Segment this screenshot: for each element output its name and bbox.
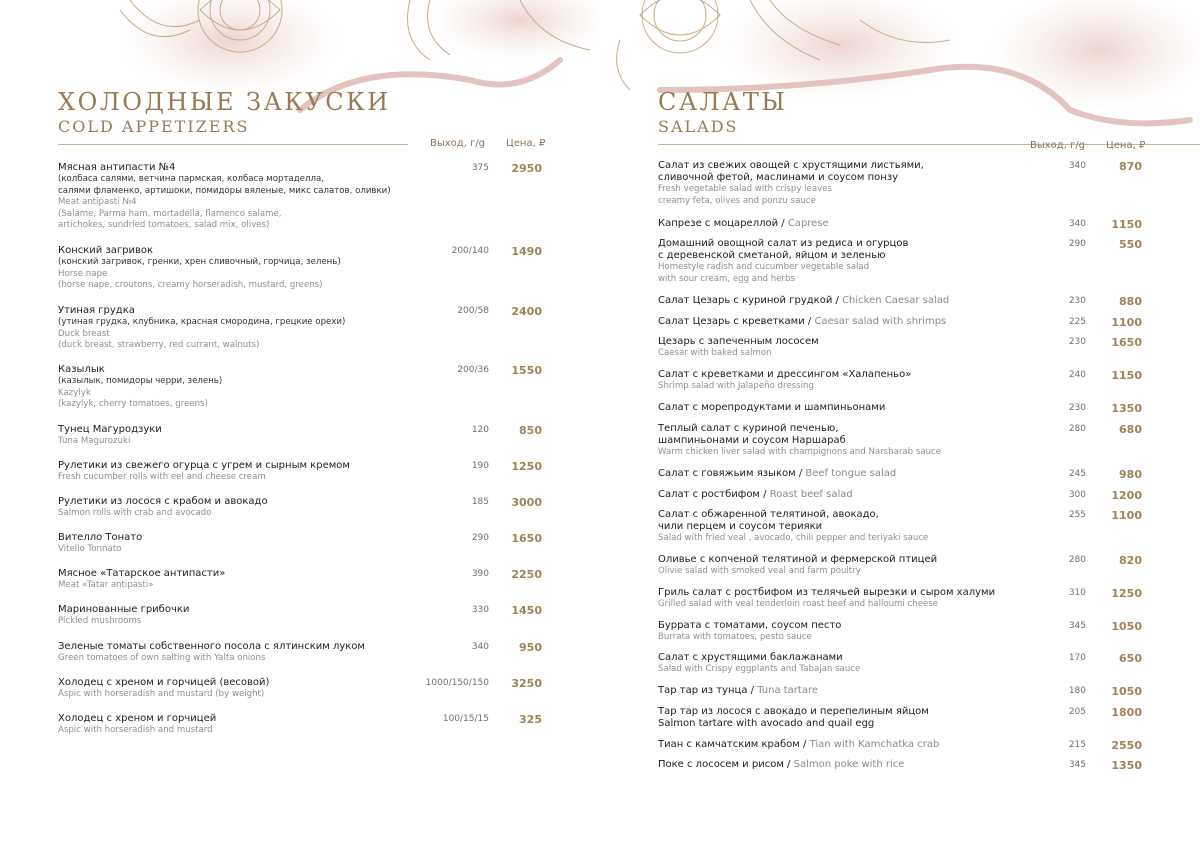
item-price: 1200 <box>1111 489 1142 502</box>
item-name: Салат из свежих овощей с хрустящими листьями, <box>658 160 924 171</box>
item-name-en: Roast beef salad <box>769 489 853 500</box>
item-weight: 200/140 <box>451 246 489 256</box>
menu-item <box>658 316 1148 336</box>
menu-item <box>58 460 548 496</box>
item-weight: 120 <box>471 425 489 435</box>
item-name: Утиная грудка <box>58 305 135 316</box>
item-ingredients-en: (duck breast, strawberry, red currant, walnuts) <box>58 340 260 350</box>
item-name-en: Green tomatoes of own salting with Yalta onions <box>58 653 266 663</box>
item-name-en: Beef tongue salad <box>805 468 897 479</box>
item-weight: 290 <box>1068 239 1086 249</box>
item-name: Тиан с камчатским крабом / Tian with Kamchatka crab <box>658 739 940 750</box>
item-weight: 340 <box>1068 219 1086 229</box>
item-name-en: Salmon rolls with crab and avocado <box>58 508 212 518</box>
item-name: Мясное «Татарское антипасти» <box>58 568 226 579</box>
item-price: 880 <box>1119 295 1142 308</box>
item-price: 1650 <box>1111 336 1142 349</box>
item-name-en: Horse nape <box>58 268 108 279</box>
item-ingredients: салями фламенко, артишоки, помидоры вяленые, микс салатов, оливки) <box>58 185 391 196</box>
item-name: Оливье с копченой телятиной и фермерской птицей <box>658 554 938 565</box>
menu-item <box>658 509 1148 554</box>
item-name: Салат с обжаренной телятиной, авокадо, <box>658 509 879 520</box>
item-weight: 345 <box>1068 621 1086 631</box>
item-price: 1550 <box>511 364 542 377</box>
item-name-ru: Салат Цезарь с креветками <box>658 316 805 327</box>
item-price: 820 <box>1119 554 1142 567</box>
item-name-en: Tuna Magurozuki <box>58 436 131 446</box>
col-weight-header: Выход, г/g <box>1030 140 1086 151</box>
item-weight: 280 <box>1068 555 1086 565</box>
item-name: Salmon tartare with avocado and quail egg <box>658 718 875 729</box>
item-weight: 330 <box>471 605 489 615</box>
menu-item <box>658 554 1148 587</box>
item-price: 1150 <box>1111 218 1142 231</box>
item-weight: 340 <box>471 642 489 652</box>
item-name: Салат с хрустящими баклажанами <box>658 652 843 663</box>
item-weight: 375 <box>471 163 489 173</box>
section-title: ХОЛОДНЫЕ ЗАКУСКИ <box>58 88 391 116</box>
menu-item <box>58 364 548 424</box>
item-ingredients: (казылык, помидоры черри, зелень) <box>58 376 223 386</box>
item-name: Тунец Магуродзуки <box>58 424 162 435</box>
item-name: Тар тар из лосося с авокадо и перепелиным яйцом <box>658 706 929 717</box>
menu-item <box>658 706 1148 739</box>
item-ingredients-en: artichokes, sundried tomatoes, salad mix, olives) <box>58 220 270 230</box>
menu-item <box>58 305 548 364</box>
item-name-ru: Тиан с камчатским крабом <box>658 739 800 750</box>
item-name: Вителло Тонато <box>58 532 143 543</box>
item-price: 980 <box>1119 468 1142 481</box>
item-name: Холодец с хреном и горчицей <box>58 713 217 724</box>
item-price: 3000 <box>511 496 542 509</box>
item-name-en: Aspic with horseradish and mustard <box>58 725 213 735</box>
col-weight-header: Выход, г/g <box>430 138 486 149</box>
menu-item <box>658 423 1148 468</box>
section-subtitle: COLD APPETIZERS <box>58 117 250 136</box>
menu-item <box>58 162 548 234</box>
item-price: 1650 <box>511 532 542 545</box>
right-page <box>600 0 1200 848</box>
item-name-en: Salad with fried veal , avocado, chili pepper and teriyaki sauce <box>658 533 929 543</box>
item-price: 550 <box>1119 238 1142 251</box>
item-price: 870 <box>1119 160 1142 173</box>
item-price: 1250 <box>511 460 542 473</box>
item-name: чили перцем и соусом терияки <box>658 521 823 532</box>
item-name-en: Caprese <box>787 218 829 229</box>
menu-item <box>658 759 1148 779</box>
menu-item <box>658 739 1148 759</box>
menu-item <box>58 641 548 677</box>
menu-list <box>658 160 1148 779</box>
item-name-en: Caesar salad with shrimps <box>814 316 947 327</box>
item-ingredients: (утиная грудка, клубника, красная смородина, грецкие орехи) <box>58 317 346 327</box>
col-price-header: Цена, ₽ <box>1106 140 1146 151</box>
item-weight: 240 <box>1068 370 1086 380</box>
item-price: 1450 <box>511 604 542 617</box>
item-name-en: Grilled salad with veal tenderloin roast beef and halloumi cheese <box>658 599 939 609</box>
item-weight: 230 <box>1068 403 1086 413</box>
item-ingredients-en: (kazylyk, cherry tomatoes, greens) <box>58 399 208 409</box>
menu-item <box>58 677 548 713</box>
item-weight: 230 <box>1068 296 1086 306</box>
item-name: Рулетики из свежего огурца с угрем и сырным кремом <box>58 460 350 471</box>
menu-item <box>58 424 548 460</box>
item-name: шампиньонами и соусом Наршараб <box>658 435 846 446</box>
item-weight: 300 <box>1068 490 1086 500</box>
item-name: Салат с ростбифом / Roast beef salad <box>658 489 853 500</box>
item-price: 1800 <box>1111 706 1142 719</box>
menu-item <box>658 620 1148 652</box>
item-price: 1150 <box>1111 369 1142 382</box>
item-ingredients-en: (Salame, Parma ham, mortadella, flamenco salame, <box>58 208 282 219</box>
menu-item <box>58 604 548 641</box>
item-price: 850 <box>519 424 542 437</box>
item-name-en: Warm chicken liver salad with champignons and Narsharab sauce <box>658 447 942 457</box>
item-name: Салат с говяжьим языком / Beef tongue salad <box>658 468 897 479</box>
item-name: Цезарь с запеченным лососем <box>658 336 819 347</box>
item-weight: 280 <box>1068 424 1086 434</box>
item-name-en: Tian with Kamchatka crab <box>809 739 940 750</box>
item-weight: 340 <box>1068 161 1086 171</box>
item-weight: 215 <box>1068 740 1086 750</box>
item-weight: 290 <box>471 533 489 543</box>
menu-list <box>58 162 548 749</box>
item-weight: 100/15/15 <box>442 714 489 724</box>
item-name-en: Olivie salad with smoked veal and farm poultry <box>658 566 861 576</box>
menu-item <box>658 369 1148 402</box>
item-name-en: Vitello Tonnato <box>58 544 122 554</box>
item-ingredients: (колбаса салями, ветчина пармская, колбаса мортаделла, <box>58 174 324 184</box>
menu-item <box>658 238 1148 295</box>
item-price: 325 <box>519 713 542 726</box>
item-name-en: Meat «Tatar antipasti» <box>58 580 154 590</box>
item-price: 950 <box>519 641 542 654</box>
item-name-ru: Капрезе с моцареллой <box>658 218 779 229</box>
menu-item <box>58 568 548 604</box>
item-weight: 310 <box>1068 588 1086 598</box>
menu-item <box>58 532 548 568</box>
item-price: 2950 <box>511 162 542 175</box>
item-weight: 190 <box>471 461 489 471</box>
item-name-en: with sour cream, egg and herbs <box>658 273 795 284</box>
item-price: 1490 <box>511 245 542 258</box>
item-name: сливочной фетой, маслинами и соусом понзу <box>658 172 899 183</box>
item-price: 3250 <box>511 677 542 690</box>
section-subtitle: SALADS <box>658 117 739 136</box>
item-name: Салат с креветками и дрессингом «Халапеньо» <box>658 369 912 380</box>
item-weight: 345 <box>1068 760 1086 770</box>
item-name-en: Burrata with tomatoes, pesto sauce <box>658 632 812 642</box>
section-header <box>658 88 787 137</box>
item-name-en: Duck breast <box>58 328 110 339</box>
item-weight: 180 <box>1068 686 1086 696</box>
item-name: Поке с лососем и рисом / Salmon poke with rice <box>658 759 905 770</box>
item-name: Домашний овощной салат из редиса и огурцов <box>658 238 909 249</box>
item-name: Теплый салат с куриной печенью, <box>658 423 839 434</box>
section-title: САЛАТЫ <box>658 88 788 116</box>
item-name: Холодец с хреном и горчицей (весовой) <box>58 677 270 688</box>
menu-item <box>58 496 548 532</box>
menu-item <box>658 295 1148 316</box>
item-price: 650 <box>1119 652 1142 665</box>
item-name: Зеленые томаты собственного посола с ялтинским луком <box>58 641 365 652</box>
item-price: 1050 <box>1111 620 1142 633</box>
item-price: 1250 <box>1111 587 1142 600</box>
item-name: Салат Цезарь с куриной грудкой / Chicken Caesar salad <box>658 295 950 306</box>
item-name-en: Meat antipasti №4 <box>58 197 137 207</box>
section-header <box>58 88 391 137</box>
item-name-ru: Салат с ростбифом <box>658 489 760 500</box>
item-price: 1350 <box>1111 402 1142 415</box>
menu-item <box>658 587 1148 620</box>
item-name-en: creamy feta, olives and ponzu sauce <box>658 195 816 206</box>
item-price: 1100 <box>1111 316 1142 329</box>
item-name-en: Chicken Caesar salad <box>842 295 950 306</box>
menu-item <box>658 402 1148 423</box>
item-name: с деревенской сметаной, яйцом и зеленью <box>658 250 886 261</box>
menu-item <box>658 652 1148 685</box>
item-name: Казылык <box>58 364 105 375</box>
item-weight: 170 <box>1068 653 1086 663</box>
menu-item <box>658 218 1148 238</box>
menu-item <box>658 336 1148 369</box>
item-price: 1050 <box>1111 685 1142 698</box>
item-price: 1100 <box>1111 509 1142 522</box>
item-name: Тар тар из тунца / Tuna tartare <box>658 685 819 696</box>
item-name: Конский загривок <box>58 245 154 256</box>
item-weight: 225 <box>1068 317 1086 327</box>
item-name-ru: Салат Цезарь с куриной грудкой <box>658 295 833 306</box>
item-name-en: Tuna tartare <box>757 685 819 696</box>
item-name-en: Kazylyk <box>58 387 91 398</box>
item-name-en: Salad with Crispy eggplants and Tabajan sauce <box>658 664 861 674</box>
item-weight: 200/36 <box>457 365 489 375</box>
item-name: Капрезе с моцареллой / Caprese <box>658 218 829 229</box>
item-name-en: Fresh vegetable salad with crispy leaves <box>658 184 832 194</box>
item-name: Гриль салат с ростбифом из телячьей вырезки и сыром халуми <box>658 587 996 598</box>
item-weight: 1000/150/150 <box>425 678 489 688</box>
item-name-en: Salmon poke with rice <box>793 759 905 770</box>
item-name-ru: Салат с говяжьим языком <box>658 468 796 479</box>
item-weight: 245 <box>1068 469 1086 479</box>
col-price-header: Цена, ₽ <box>506 138 546 149</box>
item-name: Салат с морепродуктами и шампиньонами <box>658 402 886 413</box>
item-weight: 255 <box>1068 510 1086 520</box>
item-weight: 205 <box>1068 707 1086 717</box>
item-name: Салат Цезарь с креветками / Caesar salad with shrimps <box>658 316 947 327</box>
item-name-en: Pickled mushrooms <box>58 616 142 626</box>
item-name-en: Fresh cucumber rolls with eel and cheese cream <box>58 472 266 482</box>
item-price: 2550 <box>1111 739 1142 752</box>
item-name-en: Aspic with horseradish and mustard (by weight) <box>58 689 265 699</box>
item-weight: 200/58 <box>457 306 489 316</box>
item-ingredients: (конский загривок, гренки, хрен сливочный, горчица, зелень) <box>58 257 341 267</box>
menu-item <box>658 489 1148 509</box>
item-name-ru: Поке с лососем и рисом <box>658 759 784 770</box>
menu-item <box>58 245 548 305</box>
item-name-en: Homestyle radish and cucumber vegetable salad <box>658 262 870 272</box>
menu-item <box>658 160 1148 218</box>
menu-item <box>658 685 1148 706</box>
item-weight: 390 <box>471 569 489 579</box>
menu-item <box>58 713 548 749</box>
item-weight: 230 <box>1068 337 1086 347</box>
menu-item <box>658 468 1148 489</box>
item-price: 2400 <box>511 305 542 318</box>
item-price: 1350 <box>1111 759 1142 772</box>
item-weight: 185 <box>471 497 489 507</box>
item-name-en: Caesar with baked salmon <box>658 348 772 358</box>
item-name: Маринованные грибочки <box>58 604 190 615</box>
item-name-en: Shrimp salad with Jalapeño dressing <box>658 381 814 391</box>
item-name: Буррата с томатами, соусом песто <box>658 620 842 631</box>
item-name: Рулетики из лосося с крабом и авокадо <box>58 496 268 507</box>
divider <box>58 144 408 145</box>
item-price: 680 <box>1119 423 1142 436</box>
item-name: Мясная антипасти №4 <box>58 162 176 173</box>
item-name-ru: Тар тар из тунца <box>658 685 748 696</box>
item-ingredients-en: (horse nape, croutons, creamy horseradish, mustard, greens) <box>58 280 323 290</box>
item-price: 2250 <box>511 568 542 581</box>
